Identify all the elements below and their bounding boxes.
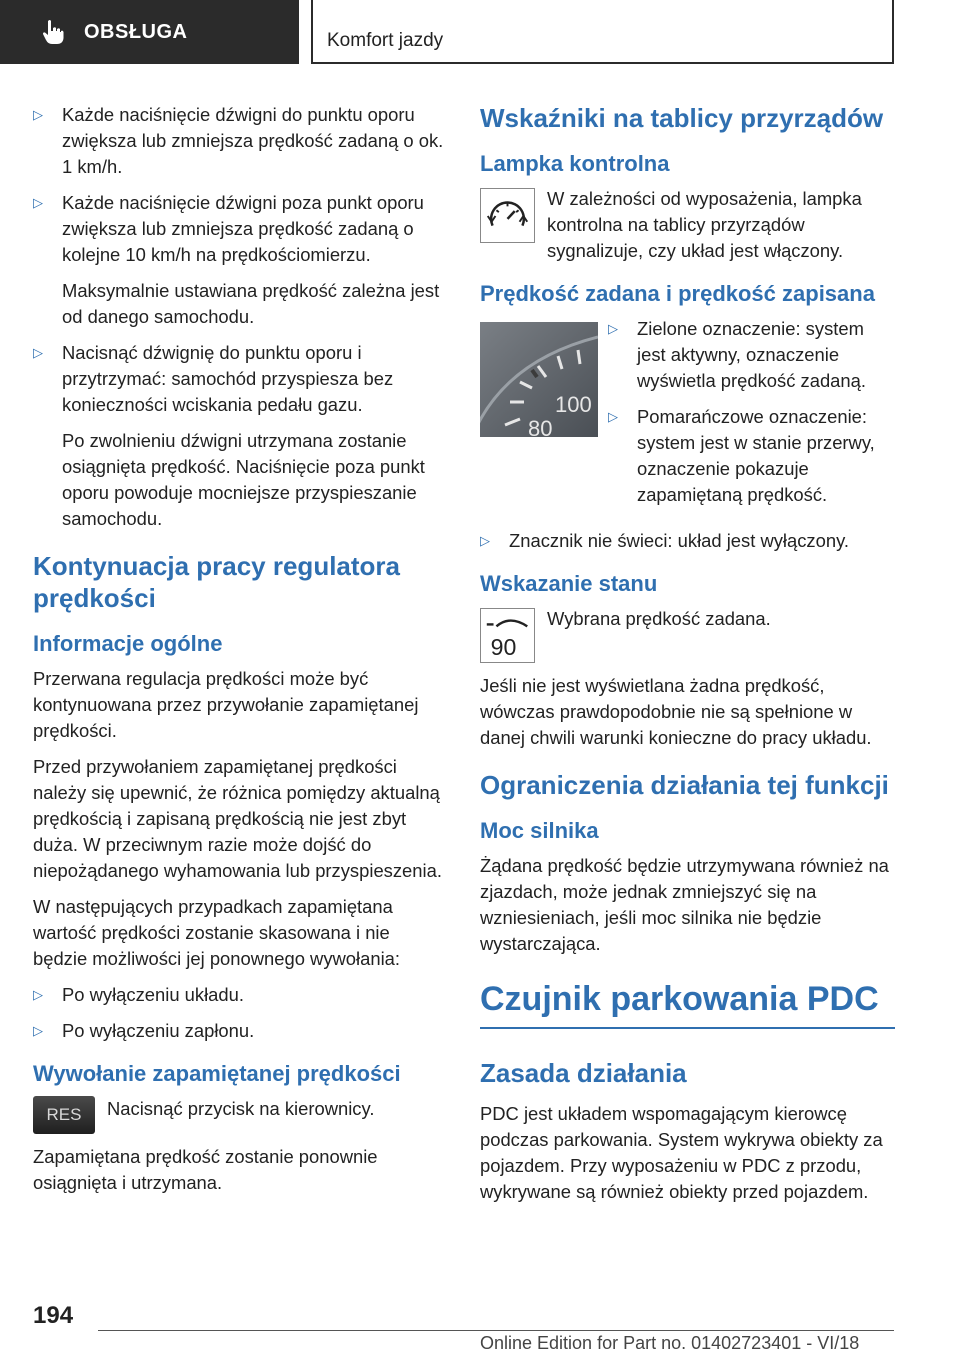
list-item: ▷ Nacisnąć dźwignię do punktu oporu i przytrzymać: samochód przyspiesza bez konieczności wciskania pedału gazu. (33, 340, 448, 418)
heading-continue: Kontynuacja pracy regulatora prędkości (33, 551, 400, 613)
hand-pointer-icon (42, 19, 64, 45)
speed-status-icon (480, 608, 535, 663)
chapter-title: Komfort jazdy (327, 30, 444, 51)
paragraph: Wybrana prędkość zadana. (547, 608, 771, 629)
paragraph: Zapamiętana prędkość zostanie ponownie osiągnięta i utrzymana. (33, 1146, 378, 1193)
paragraph: Nacisnąć przycisk na kierownicy. (107, 1098, 375, 1119)
section-title: OBSŁUGA (84, 20, 188, 43)
heading-lamp: Lampka kontrolna (480, 151, 670, 176)
chapter-tab (311, 0, 894, 64)
lamp-row (480, 186, 895, 264)
left-column (33, 102, 448, 1206)
heading-engine: Moc silnika (480, 818, 599, 843)
res-row (33, 1096, 448, 1134)
gauge-row (480, 316, 895, 518)
heading-principle: Zasada działania (480, 1058, 687, 1088)
section-tab (0, 0, 299, 64)
cruise-control-lamp-icon (480, 188, 535, 243)
list-item: ▷ Zielone oznaczenie: system jest aktywny, oznaczenie wyświetla prędkość zadaną. (608, 316, 895, 394)
gauge-label-100: 100 (555, 392, 592, 417)
res-button-icon: RES (33, 1096, 95, 1134)
status-value: 90 (490, 634, 517, 661)
heading-speed: Prędkość zadana i prędkość zapisana (480, 281, 875, 306)
paragraph: Jeśli nie jest wyświetlana żadna prędkość, wówczas prawdopodobnie nie są spełnione w danej chwili warunki konieczne do pracy układu. (480, 675, 872, 748)
paragraph: PDC jest układem wspomagającym kierowcę podczas parkowania. System wykrywa obiekty za pojazdem. Przy wyposażeniu w PDC z przodu, wykrywane są również obiekty przed pojazdem. (480, 1103, 883, 1202)
footer-divider (98, 1330, 894, 1331)
heading-indicators: Wskaźniki na tablicy przyrządów (480, 103, 884, 133)
footer-edition: Online Edition for Part no. 01402723401 - VI/18 (480, 1333, 860, 1353)
list-item: ▷ Po wyłączeniu układu. (33, 982, 448, 1008)
heading-general: Informacje ogólne (33, 631, 223, 656)
list-item: ▷ Pomarańczowe oznaczenie: system jest w stanie przerwy, oznaczenie pokazuje zapamiętaną prędkość. (608, 404, 895, 508)
list-item: ▷ Każde naciśnięcie dźwigni poza punkt oporu zwiększa lub zmniejsza prędkość zadaną o kolejne 10 km/h na prędkościomierzu. (33, 190, 448, 268)
heading-limits: Ograniczenia działania tej funkcji (480, 770, 889, 800)
paragraph: Przed przywołaniem zapamiętanej prędkości należy się upewnić, że różnica pomiędzy aktualną prędkością i zapisaną prędkością nie jest zbyt duża. W przeciwnym razie może dojść do niepożądanego wyhamowania lub przyspieszenia. (33, 756, 442, 881)
list-item-note: Po zwolnieniu dźwigni utrzymana zostanie osiągnięta prędkość. Naciśnięcie poza punkt oporu powoduje mocniejsze przyspieszanie samochodu. (62, 430, 425, 529)
speedometer-icon (480, 322, 598, 437)
paragraph: Przerwana regulacja prędkości może być kontynuowana przez przywołanie zapamiętanej prędkości. (33, 668, 419, 741)
paragraph: W zależności od wyposażenia, lampka kontrolna na tablicy przyrządów sygnalizuje, czy układ jest włączony. (547, 188, 862, 261)
list-item: ▷ Każde naciśnięcie dźwigni do punktu oporu zwiększa lub zmniejsza prędkość zadaną o ok. 1 km/h. (33, 102, 448, 180)
page-number: 194 (33, 1302, 74, 1329)
list-item: ▷ Po wyłączeniu zapłonu. (33, 1018, 448, 1044)
paragraph: W następujących przypadkach zapamiętana wartość prędkości zostanie skasowana i nie będzie możliwości jej ponownego wywołania: (33, 896, 400, 969)
list-item-note: Maksymalnie ustawiana prędkość zależna jest od danego samochodu. (62, 280, 440, 327)
gauge-label-80: 80 (528, 416, 553, 437)
right-column (480, 102, 895, 1215)
status-row (480, 606, 895, 663)
list-item: ▷ Znacznik nie świeci: układ jest wyłączony. (480, 528, 895, 554)
paragraph: Żądana prędkość będzie utrzymywana również na zjazdach, może jednak zmniejszyć się na wzniesieniach, jeśli moc silnika nie będzie wystarczająca. (480, 855, 889, 954)
gauge-list (608, 316, 895, 518)
heading-recall: Wywołanie zapamiętanej prędkości (33, 1061, 401, 1086)
heading-pdc: Czujnik parkowania PDC (480, 979, 895, 1029)
heading-status: Wskazanie stanu (480, 571, 658, 596)
